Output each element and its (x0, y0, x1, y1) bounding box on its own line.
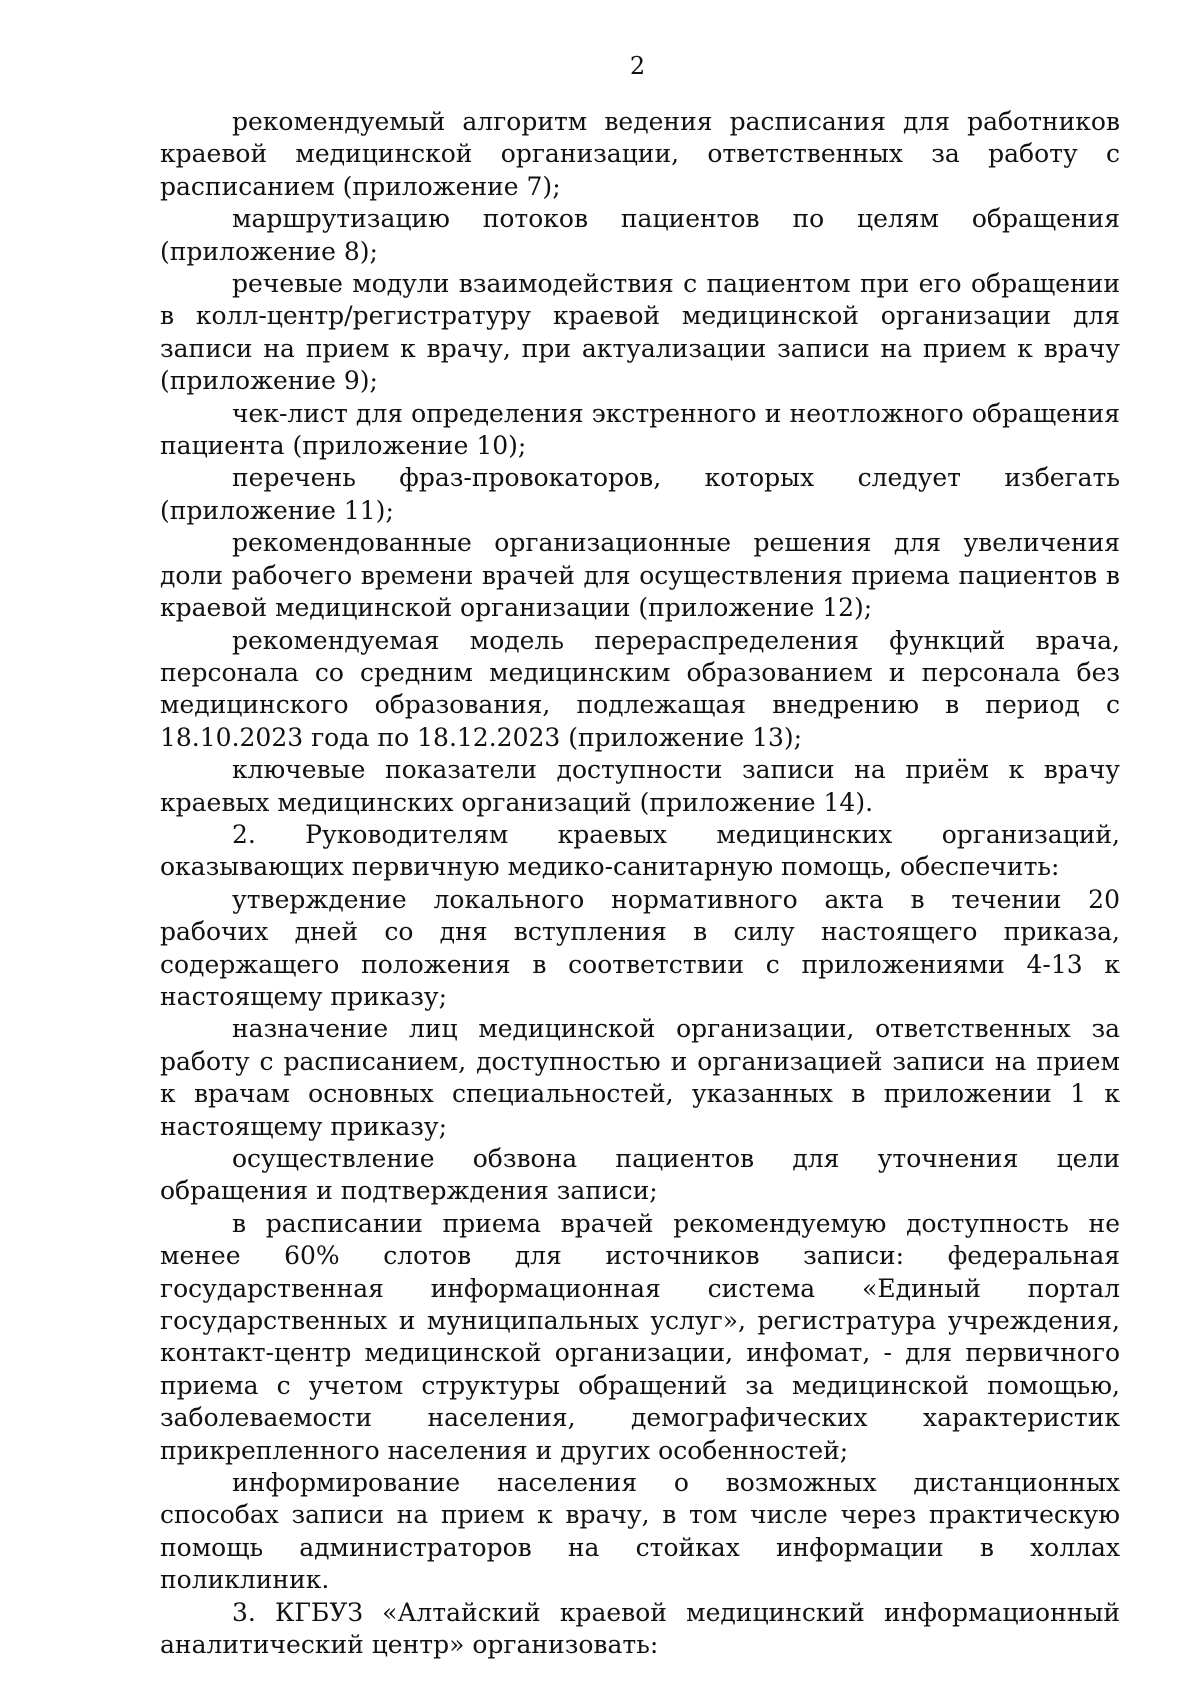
paragraph-local-act: утверждение локального нормативного акта в течении 20 рабочих дней со дня вступления в силу настоящего приказа, содержащего положения в соответствии с приложениями 4-13 к настоящему приказу; (160, 884, 1120, 1011)
paragraph-appendix-8: маршрутизацию потоков пациентов по целям обращения (приложение 8); (160, 204, 1120, 266)
document-body (160, 106, 1120, 1662)
paragraph-item-3: 3. КГБУЗ «Алтайский краевой медицинский информационный аналитический центр» организовать: (160, 1597, 1120, 1660)
paragraph-appendix-14: ключевые показатели доступности записи на приём к врачу краевых медицинских организаций (приложение 14). (160, 755, 1120, 817)
paragraph-public-informing: информирование населения о возможных дистанционных способах записи на прием к врачу, в том числе через практическую помощь администраторов на стойках информации в холлах поликлиник. (160, 1468, 1120, 1595)
paragraph-appendix-12: рекомендованные организационные решения для увеличения доли рабочего времени врачей для осуществления приема пациентов в краевой медицинской организации (приложение 12); (160, 528, 1120, 623)
paragraph-item-2: 2. Руководителям краевых медицинских организаций, оказывающих первичную медико-санитарную помощь, обеспечить: (160, 819, 1120, 882)
paragraph-patient-calls: осуществление обзвона пациентов для уточнения цели обращения и подтверждения записи; (160, 1144, 1120, 1206)
paragraph-appendix-7: рекомендуемый алгоритм ведения расписания для работников краевой медицинской организации, ответственных за работу с расписанием (приложение 7); (160, 107, 1120, 201)
paragraph-appendix-13: рекомендуемая модель перераспределения функций врача, персонала со средним медицинским образованием и персонала без медицинского образования, подлежащая внедрению в период с 18.10.2023 года по 18.12.2023 (приложение 13); (160, 625, 1120, 752)
paragraph-appendix-9: речевые модули взаимодействия с пациентом при его обращении в колл-центр/регистратуру краевой медицинской организации для записи на прием к врачу, при актуализации записи на прием к врачу (приложение 9); (160, 269, 1120, 396)
page-number: 2 (629, 52, 646, 80)
paragraph-appendix-10: чек-лист для определения экстренного и неотложного обращения пациента (приложение 10); (160, 398, 1120, 461)
paragraph-slot-availability: в расписании приема врачей рекомендуемую доступность не менее 60% слотов для источников записи: федеральная государственная информационная система «Единый портал государственных и муниципальных услуг», регистратура учреждения, контакт-центр медицинской организации, инфомат, - для первичного приема с учетом структуры обращений за медицинской помощью, заболеваемости населения, демографических характеристик прикрепленного населения и других особенностей; (160, 1208, 1120, 1465)
paragraph-appendix-11: перечень фраз-провокаторов, которых следует избегать (приложение 11); (160, 463, 1120, 525)
paragraph-responsible-persons: назначение лиц медицинской организации, ответственных за работу с расписанием, доступностью и организацией записи на прием к врачам основных специальностей, указанных в приложении 1 к настоящему приказу; (160, 1014, 1120, 1141)
